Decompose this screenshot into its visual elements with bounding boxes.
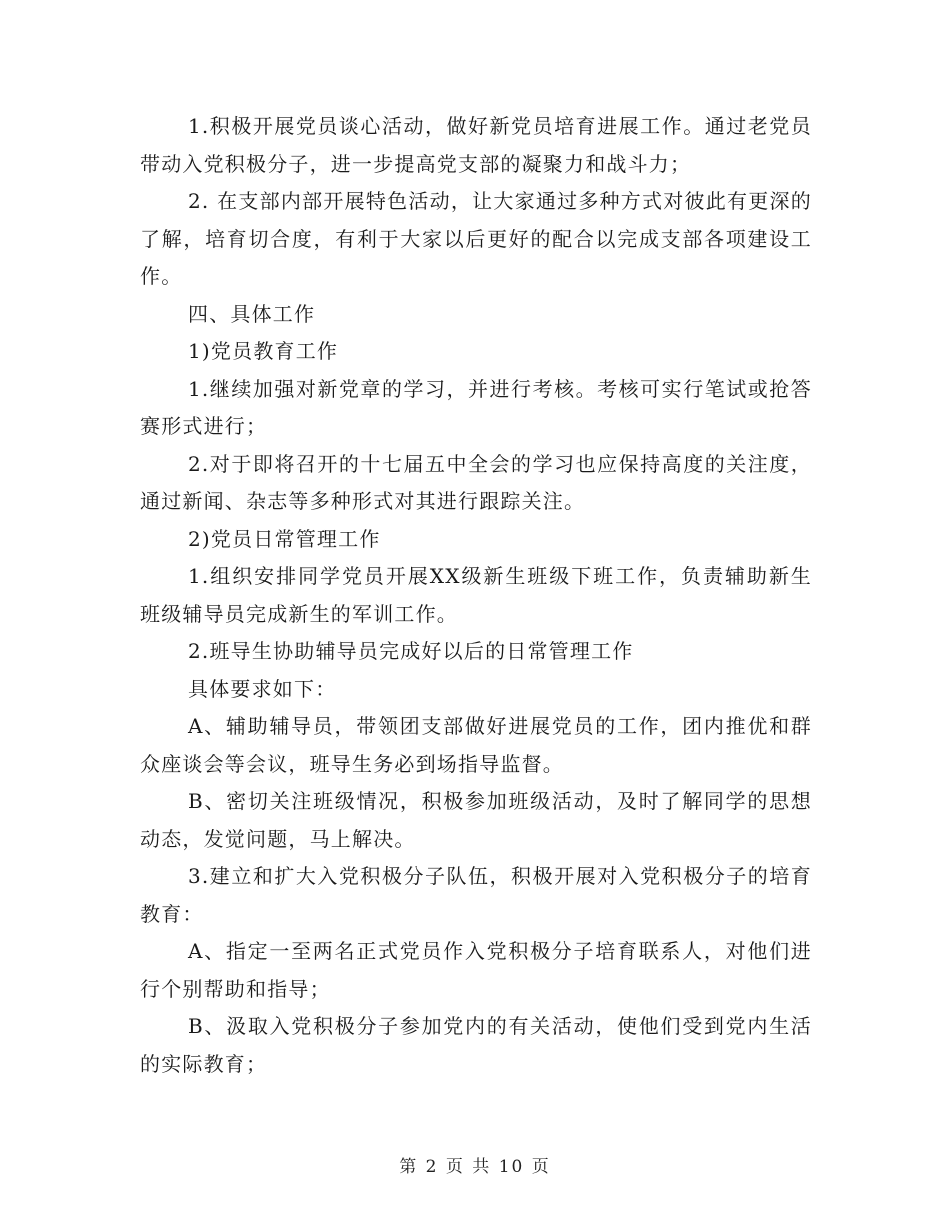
paragraph-requirement-a: A、辅助辅导员，带领团支部做好进展党员的工作，团内推优和群众座谈会等会议，班导生务必到场指导监督。	[140, 714, 812, 776]
paragraph-management-item-1: 1.组织安排同学党员开展XX级新生班级下班工作，负责辅助新生班级辅导员完成新生的军训工作。	[140, 564, 812, 626]
paragraph-work-item-1: 1.积极开展党员谈心活动，做好新党员培育进展工作。通过老党员带动入党积极分子，进一步提高党支部的凝聚力和战斗力；	[140, 114, 812, 176]
paragraph-education-item-2: 2.对于即将召开的十七届五中全会的学习也应保持高度的关注度，通过新闻、杂志等多种形式对其进行跟踪关注。	[140, 451, 812, 513]
section-heading-specific-work: 四、具体工作	[188, 301, 316, 326]
document-body	[140, 108, 812, 1083]
paragraph-requirement-b: B、密切关注班级情况，积极参加班级活动，及时了解同学的思想动态，发觉问题，马上解决。	[140, 789, 812, 851]
paragraph-activist-b: B、汲取入党积极分子参加党内的有关活动，使他们受到党内生活的实际教育；	[140, 1014, 812, 1076]
paragraph-activist-a: A、指定一至两名正式党员作入党积极分子培育联系人，对他们进行个别帮助和指导；	[140, 939, 812, 1001]
paragraph-work-item-2: 2. 在支部内部开展特色活动，让大家通过多种方式对彼此有更深的了解，培育切合度，有利于大家以后更好的配合以完成支部各项建设工作。	[140, 189, 812, 288]
paragraph-management-item-2: 2.班导生协助辅导员完成好以后的日常管理工作	[188, 639, 634, 663]
paragraph-management-item-3: 3.建立和扩大入党积极分子队伍，积极开展对入党积极分子的培育教育：	[140, 864, 812, 926]
paragraph-requirements-intro: 具体要求如下：	[188, 676, 337, 701]
paragraph-education-item-1: 1.继续加强对新党章的学习，并进行考核。考核可实行笔试或抢答赛形式进行；	[140, 376, 812, 438]
page-number-footer: 第 2 页 共 10 页	[399, 1157, 551, 1177]
subheading-member-education: 1)党员教育工作	[188, 339, 339, 363]
subheading-daily-management: 2)党员日常管理工作	[188, 526, 381, 551]
